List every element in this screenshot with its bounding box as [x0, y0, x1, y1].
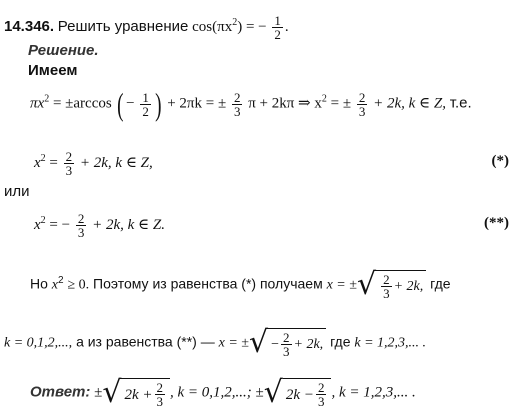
fraction: $\frac{2}{3}$: [77, 211, 85, 241]
fraction: $\frac{2}{3}$: [317, 380, 325, 409]
conclusion-line-2: k = 0,1,2,..., а из равенства (**) — x = ± √ − $\frac{2}{3}$ + 2k, где k = 1,2,3,... .: [4, 325, 427, 360]
fraction: $\frac{2}{3}$: [233, 89, 241, 119]
equation-3: $x^2$ = − $\frac{2}{3}$ + 2k, k ∈ Z.: [34, 211, 165, 241]
equation-2: $x^2$ = $\frac{2}{3}$ + 2k, k ∈ Z,: [34, 149, 153, 179]
equation-tag-1: (*): [491, 153, 509, 169]
conclusion-line-1: Но $x^2 \ge 0$. Поэтому из равенства (*) получаем x = ± √ $\frac{2}{3}$ + 2k, где: [30, 267, 451, 302]
fraction: $\frac{2}{3}$: [358, 89, 366, 119]
fraction: $\frac{2}{3}$: [383, 272, 390, 301]
problem-number: 14.346.: [4, 18, 55, 35]
solution-have: Имеем: [28, 62, 78, 79]
fraction: $\frac{2}{3}$: [65, 149, 73, 179]
sqrt: √ $\frac{2}{3}$ + 2k,: [357, 270, 426, 300]
answer-line: Ответ: ± √ 2k + $\frac{2}{3}$ , k = 0,1,2,...; ± √ 2k − $\frac{2}{3}$ , k = 1,2,3,... .: [30, 375, 416, 410]
fraction: $\frac{2}{3}$: [283, 330, 290, 359]
fraction: $\frac{1}{2}$: [142, 89, 149, 119]
fraction: $\frac{1}{2}$: [274, 13, 281, 43]
answer-label: Ответ:: [30, 383, 91, 401]
problem-line: [4, 14, 289, 41]
sqrt: √ 2k − $\frac{2}{3}$: [264, 378, 332, 408]
sqrt: √ 2k + $\frac{2}{3}$: [102, 378, 170, 408]
solution-heading: Решение.: [28, 42, 99, 59]
or-word: или: [4, 183, 30, 200]
equation-tag-2: (**): [484, 215, 509, 231]
equation-1: $\pi x^2 = \pm\arccos$ ( − $\frac{1}{2}$ ) + 2πk = ± $\frac{2}{3}$ π + 2kπ ⇒ $x^2$ = ± $\frac{2}{3}$ + 2k, k ∈ Z, т.е.: [30, 86, 472, 122]
fraction: $\frac{2}{3}$: [156, 380, 164, 409]
problem-equation: $\cos(\pi x^2)$ = − $\frac{1}{2}$ .: [192, 13, 289, 43]
problem-statement: Решить уравнение: [57, 18, 189, 35]
sqrt: √ − $\frac{2}{3}$ + 2k,: [249, 328, 326, 358]
